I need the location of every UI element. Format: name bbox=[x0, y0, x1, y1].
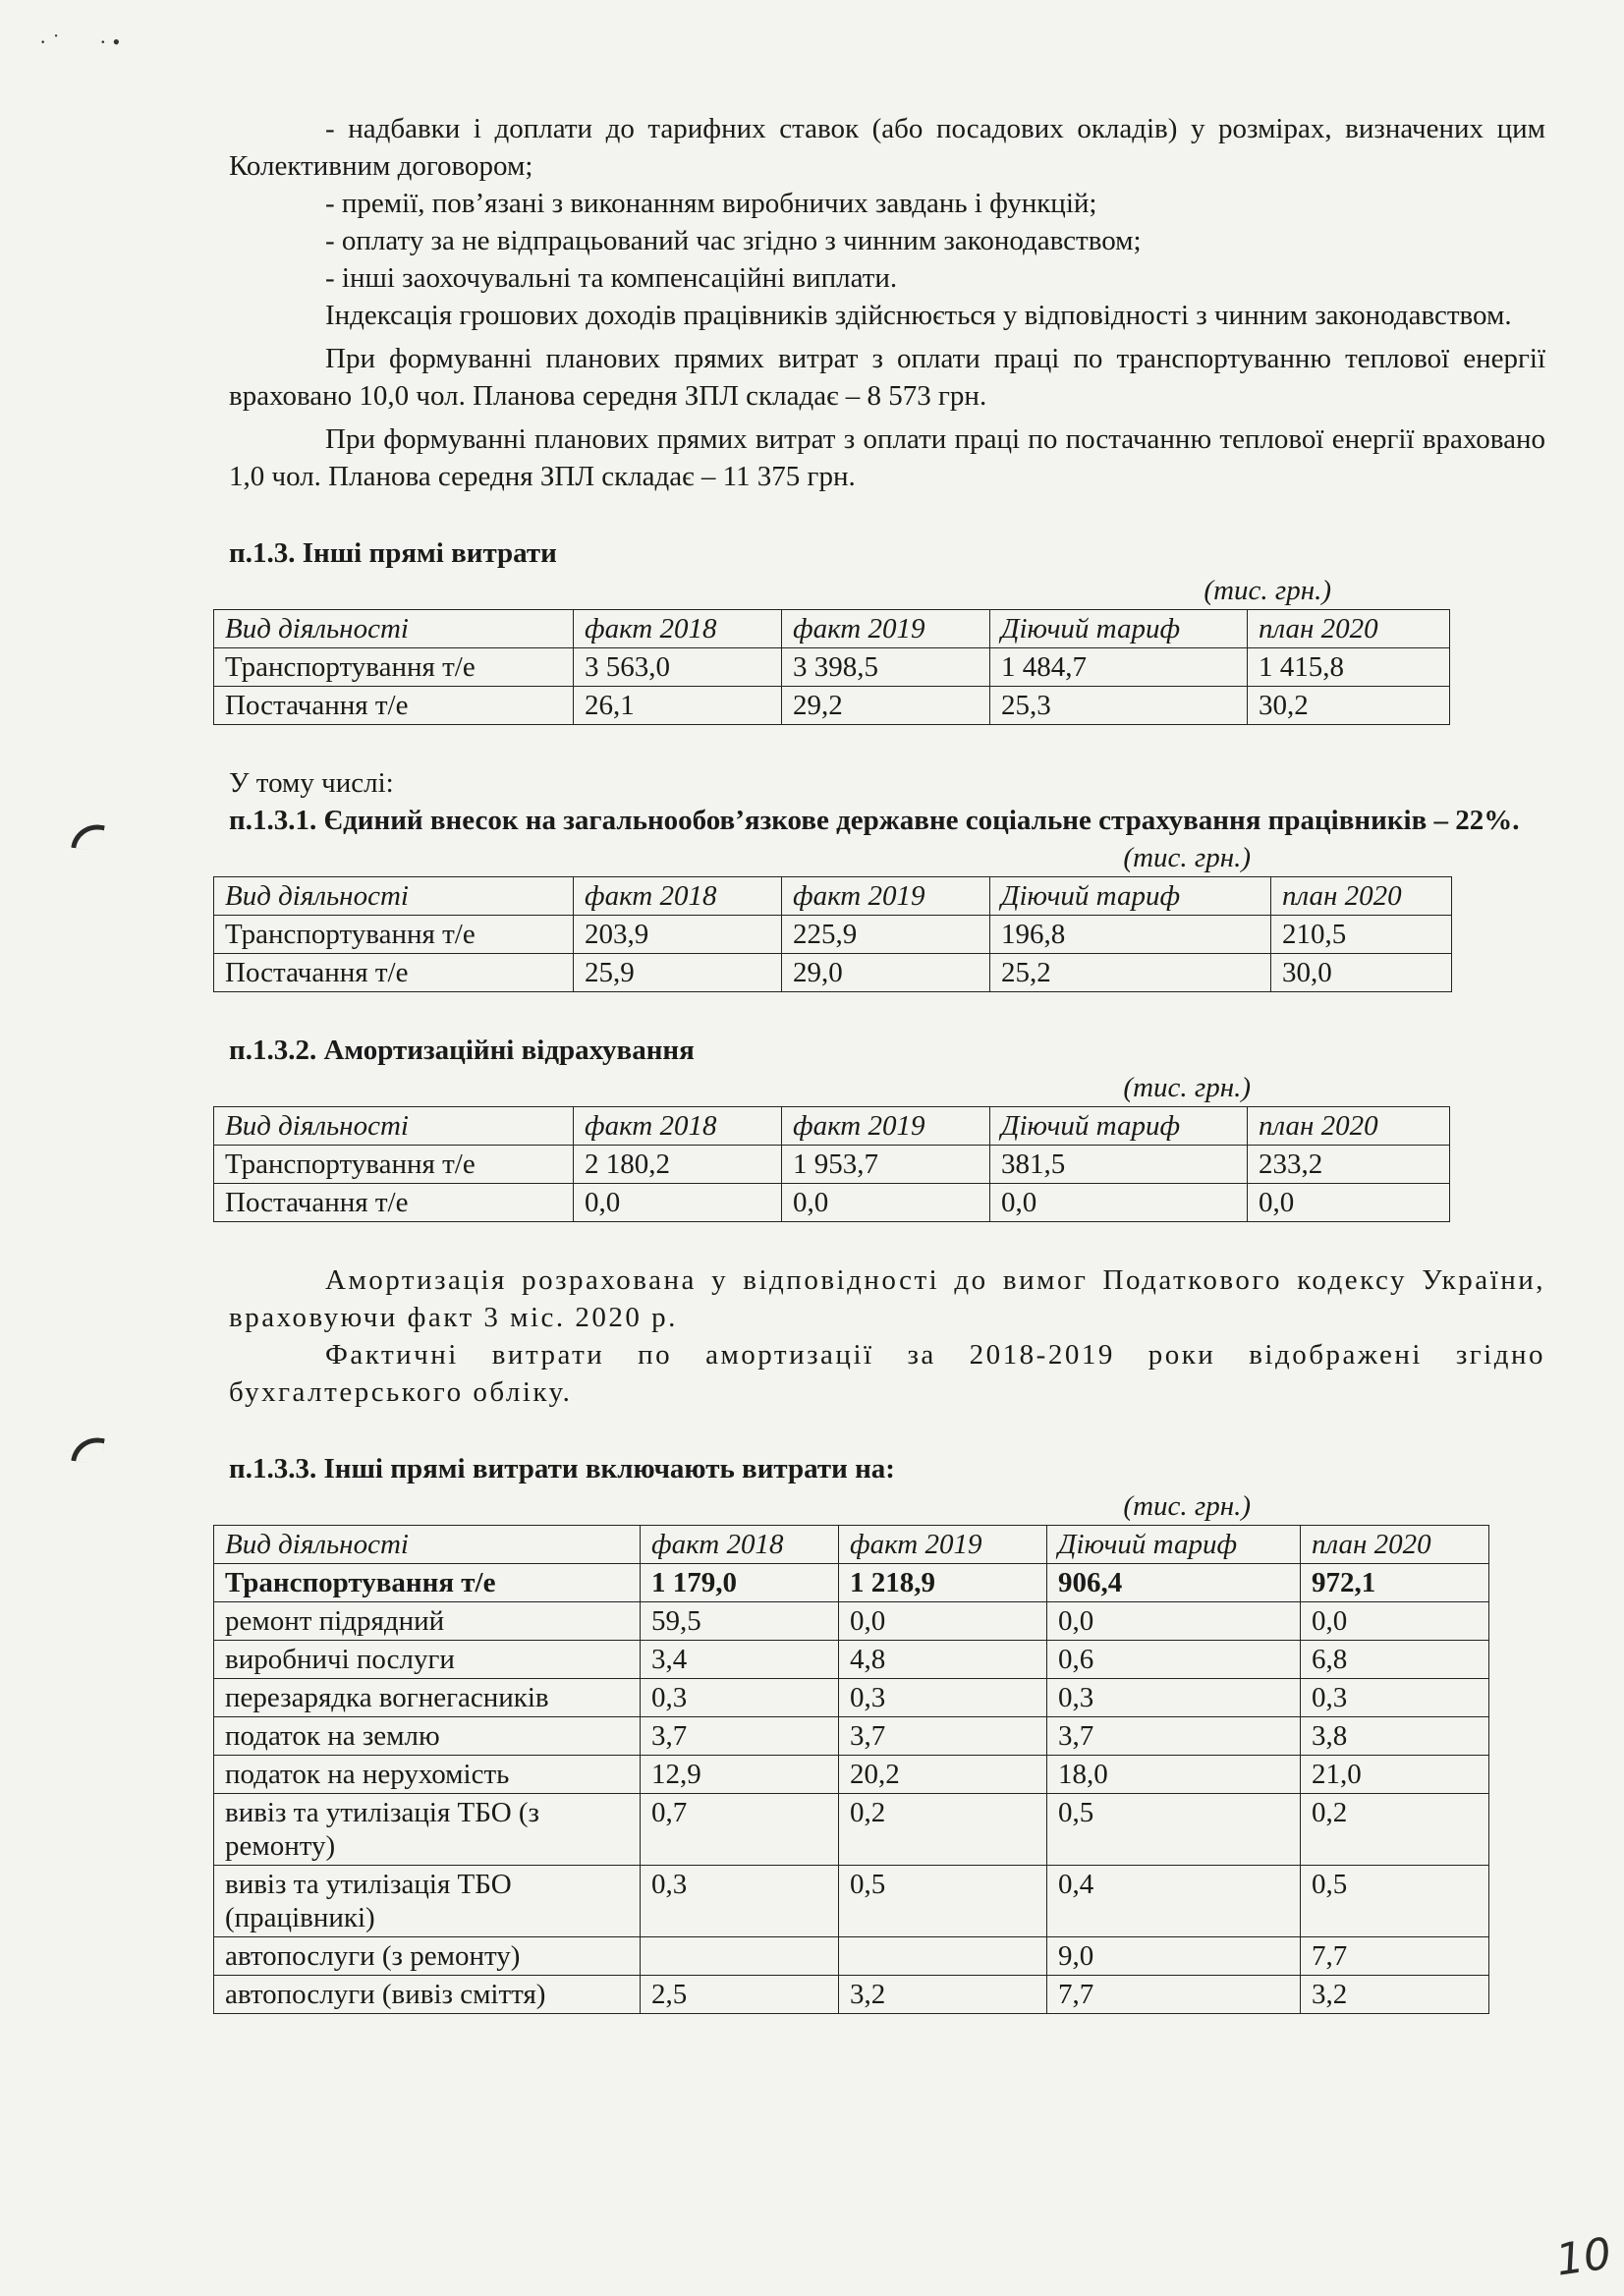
scan-artifact: ·˙ ·• bbox=[39, 29, 127, 54]
table-cell: 210,5 bbox=[1271, 916, 1452, 954]
table-cell: 1 179,0 bbox=[641, 1564, 839, 1602]
table-header-cell: Діючий тариф bbox=[990, 877, 1271, 916]
section-heading: п.1.3.1. Єдиний внесок на загальнообов’язкове державне соціальне страхування працівників – 22%. bbox=[229, 805, 1520, 836]
table-social-contribution bbox=[213, 876, 1452, 992]
table-cell: податок на землю bbox=[214, 1717, 641, 1756]
table-cell: 18,0 bbox=[1047, 1756, 1301, 1794]
table-cell: Постачання т/е bbox=[214, 954, 574, 992]
paragraph: - премії, пов’язані з виконанням виробничих завдань і функцій; bbox=[325, 188, 1097, 219]
table-row bbox=[214, 1717, 1489, 1756]
table-cell: 1 484,7 bbox=[990, 648, 1248, 687]
table-header-cell: факт 2018 bbox=[574, 610, 782, 648]
table-header-row bbox=[214, 1526, 1489, 1564]
table-cell: 0,3 bbox=[641, 1679, 839, 1717]
table-header-row bbox=[214, 610, 1450, 648]
table-other-direct-costs bbox=[213, 609, 1450, 725]
table-row bbox=[214, 916, 1452, 954]
table-cell: 3,4 bbox=[641, 1641, 839, 1679]
table-cell: перезарядка вогнегасників bbox=[214, 1679, 641, 1717]
table-cell: Транспортування т/е bbox=[214, 1564, 641, 1602]
paragraph: Індексація грошових доходів працівників здійснюється у відповідності з чинним законодавством. bbox=[325, 300, 1512, 331]
paragraph: У тому числі: bbox=[229, 767, 394, 799]
table-cell: 1 415,8 bbox=[1248, 648, 1450, 687]
table-cell bbox=[839, 1937, 1047, 1976]
table-other-costs-breakdown bbox=[213, 1525, 1489, 2014]
table-cell: 30,2 bbox=[1248, 687, 1450, 725]
page-number: 10 bbox=[1552, 2228, 1615, 2286]
unit-label: (тис. грн.) bbox=[1204, 575, 1331, 606]
table-header-cell: Вид діяльності bbox=[214, 610, 574, 648]
table-header-cell: факт 2018 bbox=[641, 1526, 839, 1564]
table-cell: Транспортування т/е bbox=[214, 648, 574, 687]
table-row bbox=[214, 1976, 1489, 2014]
table-cell: 0,0 bbox=[574, 1184, 782, 1222]
table-cell: 225,9 bbox=[782, 916, 990, 954]
paragraph: - оплату за не відпрацьований час згідно з чинним законодавством; bbox=[325, 225, 1142, 256]
table-header-cell: Діючий тариф bbox=[990, 1107, 1248, 1146]
table-header-row bbox=[214, 877, 1452, 916]
table-header-cell: план 2020 bbox=[1301, 1526, 1489, 1564]
table-cell: автопослуги (вивіз сміття) bbox=[214, 1976, 641, 2014]
table-header-cell: план 2020 bbox=[1248, 1107, 1450, 1146]
paragraph: Амортизація розрахована у відповідності до вимог Податкового кодексу України, враховуючи факт 3 міс. 2020 р. bbox=[229, 1264, 1545, 1333]
table-header-cell: Діючий тариф bbox=[1047, 1526, 1301, 1564]
table-row bbox=[214, 1184, 1450, 1222]
table-cell: автопослуги (з ремонту) bbox=[214, 1937, 641, 1976]
table-cell: Постачання т/е bbox=[214, 1184, 574, 1222]
table-cell: 0,2 bbox=[839, 1794, 1047, 1866]
table-cell: 3,8 bbox=[1301, 1717, 1489, 1756]
table-cell: 30,0 bbox=[1271, 954, 1452, 992]
table-cell: 2,5 bbox=[641, 1976, 839, 2014]
table-row bbox=[214, 954, 1452, 992]
table-cell: 3,7 bbox=[839, 1717, 1047, 1756]
table-cell: 906,4 bbox=[1047, 1564, 1301, 1602]
table-header-cell: факт 2019 bbox=[839, 1526, 1047, 1564]
paragraph: - інші заохочувальні та компенсаційні виплати. bbox=[325, 262, 898, 294]
section-heading: п.1.3.3. Інші прямі витрати включають витрати на: bbox=[229, 1453, 895, 1484]
table-cell: 0,0 bbox=[839, 1602, 1047, 1641]
table-cell: 0,6 bbox=[1047, 1641, 1301, 1679]
table-cell: 29,2 bbox=[782, 687, 990, 725]
table-cell: 0,0 bbox=[990, 1184, 1248, 1222]
table-cell: 6,8 bbox=[1301, 1641, 1489, 1679]
table-cell: 0,3 bbox=[839, 1679, 1047, 1717]
table-cell: 1 218,9 bbox=[839, 1564, 1047, 1602]
paragraph: При формуванні планових прямих витрат з оплати праці по транспортуванню теплової енергії враховано 10,0 чол. Планова середня ЗПЛ складає – 8 573 грн. bbox=[229, 343, 1545, 412]
table-cell: 0,0 bbox=[782, 1184, 990, 1222]
table-row bbox=[214, 1866, 1489, 1937]
table-cell: 0,0 bbox=[1248, 1184, 1450, 1222]
table-cell: 7,7 bbox=[1301, 1937, 1489, 1976]
table-cell: 3,7 bbox=[641, 1717, 839, 1756]
table-header-cell: Вид діяльності bbox=[214, 1526, 641, 1564]
table-cell: Постачання т/е bbox=[214, 687, 574, 725]
hole-punch-mark bbox=[71, 821, 104, 852]
table-cell: 12,9 bbox=[641, 1756, 839, 1794]
table-cell: податок на нерухомість bbox=[214, 1756, 641, 1794]
table-cell: 59,5 bbox=[641, 1602, 839, 1641]
table-cell: 0,4 bbox=[1047, 1866, 1301, 1937]
paragraph: - надбавки і доплати до тарифних ставок (або посадових окладів) у розмірах, визначених цим Колективним договором; bbox=[229, 113, 1545, 182]
table-header-cell: Вид діяльності bbox=[214, 1107, 574, 1146]
table-cell: 0,5 bbox=[1301, 1866, 1489, 1937]
table-cell: 972,1 bbox=[1301, 1564, 1489, 1602]
table-cell: 25,2 bbox=[990, 954, 1271, 992]
table-cell: 1 953,7 bbox=[782, 1146, 990, 1184]
table-cell: ремонт підрядний bbox=[214, 1602, 641, 1641]
table-cell: 25,3 bbox=[990, 687, 1248, 725]
table-depreciation bbox=[213, 1106, 1450, 1222]
table-row bbox=[214, 1756, 1489, 1794]
unit-label: (тис. грн.) bbox=[1123, 1072, 1251, 1103]
paragraph: Фактичні витрати по амортизації за 2018-2019 роки відображені згідно бухгалтерського обліку. bbox=[229, 1339, 1545, 1408]
table-row bbox=[214, 648, 1450, 687]
table-header-cell: факт 2018 bbox=[574, 877, 782, 916]
table-cell: 9,0 bbox=[1047, 1937, 1301, 1976]
table-header-cell: факт 2018 bbox=[574, 1107, 782, 1146]
table-cell: 233,2 bbox=[1248, 1146, 1450, 1184]
table-header-cell: Вид діяльності bbox=[214, 877, 574, 916]
table-cell: 0,3 bbox=[641, 1866, 839, 1937]
table-cell: 4,8 bbox=[839, 1641, 1047, 1679]
table-row bbox=[214, 1641, 1489, 1679]
table-cell: 3,7 bbox=[1047, 1717, 1301, 1756]
unit-label: (тис. грн.) bbox=[1123, 842, 1251, 873]
table-cell: 0,0 bbox=[1301, 1602, 1489, 1641]
table-row bbox=[214, 1146, 1450, 1184]
table-cell: 3,2 bbox=[1301, 1976, 1489, 2014]
table-header-cell: факт 2019 bbox=[782, 877, 990, 916]
table-cell: 0,3 bbox=[1301, 1679, 1489, 1717]
table-cell: 25,9 bbox=[574, 954, 782, 992]
table-cell: 3 398,5 bbox=[782, 648, 990, 687]
table-cell: Транспортування т/е bbox=[214, 1146, 574, 1184]
table-header-cell: план 2020 bbox=[1248, 610, 1450, 648]
table-cell: Транспортування т/е bbox=[214, 916, 574, 954]
table-cell: 26,1 bbox=[574, 687, 782, 725]
table-cell: 21,0 bbox=[1301, 1756, 1489, 1794]
paragraph: При формуванні планових прямих витрат з оплати праці по постачанню теплової енергії враховано 1,0 чол. Планова середня ЗПЛ складає – 11 375 грн. bbox=[229, 423, 1545, 492]
table-cell: 7,7 bbox=[1047, 1976, 1301, 2014]
table-header-cell: план 2020 bbox=[1271, 877, 1452, 916]
table-row bbox=[214, 1564, 1489, 1602]
table-cell: 0,2 bbox=[1301, 1794, 1489, 1866]
table-cell: 2 180,2 bbox=[574, 1146, 782, 1184]
document-body bbox=[225, 110, 1545, 2014]
table-cell: 3 563,0 bbox=[574, 648, 782, 687]
table-cell: 0,5 bbox=[1047, 1794, 1301, 1866]
table-cell: 29,0 bbox=[782, 954, 990, 992]
table-header-cell: Діючий тариф bbox=[990, 610, 1248, 648]
table-cell: вивіз та утилізація ТБО (з ремонту) bbox=[214, 1794, 641, 1866]
section-heading: п.1.3. Інші прямі витрати bbox=[229, 537, 557, 569]
table-cell: 196,8 bbox=[990, 916, 1271, 954]
table-header-row bbox=[214, 1107, 1450, 1146]
table-cell: 0,5 bbox=[839, 1866, 1047, 1937]
table-cell: 0,0 bbox=[1047, 1602, 1301, 1641]
table-row bbox=[214, 687, 1450, 725]
unit-label: (тис. грн.) bbox=[1123, 1490, 1251, 1522]
table-row bbox=[214, 1794, 1489, 1866]
table-cell: 0,3 bbox=[1047, 1679, 1301, 1717]
table-cell: 20,2 bbox=[839, 1756, 1047, 1794]
table-cell: вивіз та утилізація ТБО (працівникі) bbox=[214, 1866, 641, 1937]
table-cell: 203,9 bbox=[574, 916, 782, 954]
table-cell: виробничі послуги bbox=[214, 1641, 641, 1679]
table-row bbox=[214, 1937, 1489, 1976]
table-row bbox=[214, 1679, 1489, 1717]
table-cell: 3,2 bbox=[839, 1976, 1047, 2014]
table-header-cell: факт 2019 bbox=[782, 1107, 990, 1146]
table-row bbox=[214, 1602, 1489, 1641]
table-cell: 0,7 bbox=[641, 1794, 839, 1866]
table-cell: 381,5 bbox=[990, 1146, 1248, 1184]
table-cell bbox=[641, 1937, 839, 1976]
hole-punch-mark bbox=[71, 1434, 104, 1465]
section-heading: п.1.3.2. Амортизаційні відрахування bbox=[229, 1035, 695, 1066]
table-header-cell: факт 2019 bbox=[782, 610, 990, 648]
